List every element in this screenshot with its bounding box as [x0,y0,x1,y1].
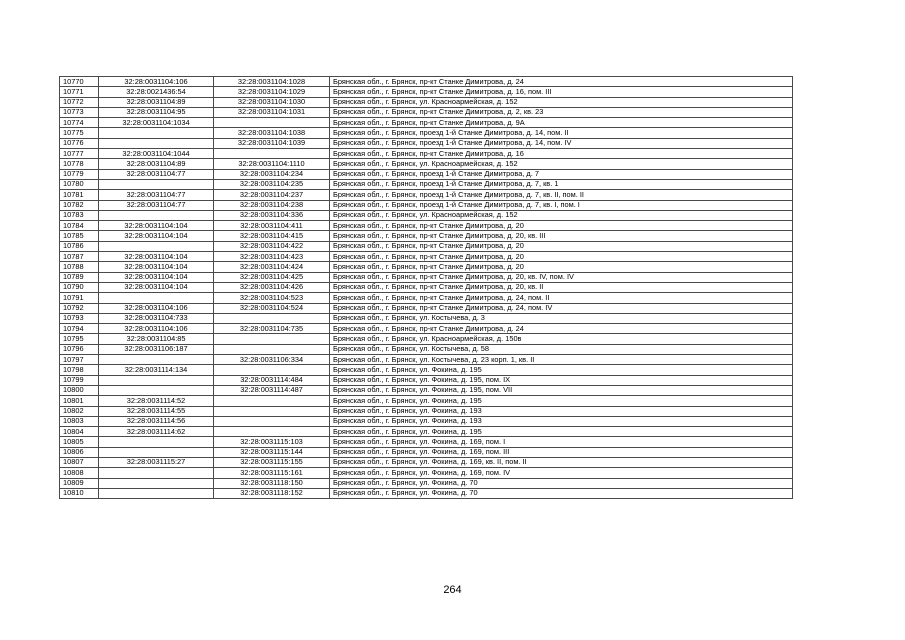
address-cell: Брянская обл., г. Брянск, пр-кт Станке Димитрова, д. 24, пом. II [330,293,793,303]
land-cadastral-number-cell: 32:28:0031104:104 [99,272,214,282]
land-cadastral-number-cell [99,210,214,220]
row-number-cell: 10774 [60,118,99,128]
land-cadastral-number-cell [99,385,214,395]
table-row [60,447,793,457]
row-number-cell: 10795 [60,334,99,344]
table-row [60,159,793,169]
object-cadastral-number-cell: 32:28:0031104:425 [214,272,330,282]
row-number-cell: 10791 [60,293,99,303]
address-cell: Брянская обл., г. Брянск, ул. Фокина, д. 169, пом. IV [330,468,793,478]
land-cadastral-number-cell: 32:28:0031104:106 [99,324,214,334]
land-cadastral-number-cell: 32:28:0031114:62 [99,427,214,437]
row-number-cell: 10770 [60,77,99,87]
address-cell: Брянская обл., г. Брянск, пр-кт Станке Димитрова, д. 20 [330,252,793,262]
object-cadastral-number-cell: 32:28:0031115:144 [214,447,330,457]
row-number-cell: 10803 [60,416,99,426]
land-cadastral-number-cell: 32:28:0031104:104 [99,262,214,272]
address-cell: Брянская обл., г. Брянск, ул. Фокина, д. 169, кв. II, пом. II [330,457,793,467]
address-cell: Брянская обл., г. Брянск, пр-кт Станке Димитрова, д. 2, кв. 23 [330,107,793,117]
address-cell: Брянская обл., г. Брянск, ул. Фокина, д. 195, пом. IX [330,375,793,385]
address-cell: Брянская обл., г. Брянск, пр-кт Станке Димитрова, д. 24 [330,77,793,87]
table-row [60,344,793,354]
object-cadastral-number-cell: 32:28:0031114:484 [214,375,330,385]
address-cell: Брянская обл., г. Брянск, проезд 1-й Станке Димитрова, д. 7 [330,169,793,179]
table-row [60,355,793,365]
address-cell: Брянская обл., г. Брянск, ул. Фокина, д. 169, пом. III [330,447,793,457]
land-cadastral-number-cell: 32:28:0021436:54 [99,87,214,97]
land-cadastral-number-cell: 32:28:0031114:134 [99,365,214,375]
address-cell: Брянская обл., г. Брянск, ул. Фокина, д. 193 [330,406,793,416]
table-row [60,375,793,385]
row-number-cell: 10796 [60,344,99,354]
address-cell: Брянская обл., г. Брянск, ул. Фокина, д. 70 [330,488,793,498]
row-number-cell: 10783 [60,210,99,220]
land-cadastral-number-cell: 32:28:0031104:77 [99,169,214,179]
object-cadastral-number-cell [214,313,330,323]
table-row [60,138,793,148]
row-number-cell: 10801 [60,396,99,406]
land-cadastral-number-cell [99,241,214,251]
address-cell: Брянская обл., г. Брянск, ул. Красноармейская, д. 152 [330,159,793,169]
object-cadastral-number-cell: 32:28:0031104:234 [214,169,330,179]
table-row [60,97,793,107]
object-cadastral-number-cell [214,344,330,354]
address-cell: Брянская обл., г. Брянск, ул. Фокина, д. 195 [330,427,793,437]
object-cadastral-number-cell: 32:28:0031104:735 [214,324,330,334]
table-row [60,77,793,87]
object-cadastral-number-cell: 32:28:0031104:238 [214,200,330,210]
object-cadastral-number-cell: 32:28:0031104:336 [214,210,330,220]
object-cadastral-number-cell: 32:28:0031118:150 [214,478,330,488]
object-cadastral-number-cell: 32:28:0031104:524 [214,303,330,313]
row-number-cell: 10794 [60,324,99,334]
table-row [60,385,793,395]
table-row [60,241,793,251]
land-cadastral-number-cell: 32:28:0031104:733 [99,313,214,323]
address-cell: Брянская обл., г. Брянск, проезд 1-й Станке Димитрова, д. 7, кв. 1 [330,179,793,189]
object-cadastral-number-cell [214,118,330,128]
land-cadastral-number-cell [99,355,214,365]
table-row [60,252,793,262]
land-cadastral-number-cell: 32:28:0031104:1034 [99,118,214,128]
row-number-cell: 10798 [60,365,99,375]
row-number-cell: 10806 [60,447,99,457]
address-cell: Брянская обл., г. Брянск, проезд 1-й Станке Димитрова, д. 7, кв. II, пом. II [330,190,793,200]
address-cell: Брянская обл., г. Брянск, ул. Фокина, д. 70 [330,478,793,488]
row-number-cell: 10786 [60,241,99,251]
row-number-cell: 10799 [60,375,99,385]
object-cadastral-number-cell: 32:28:0031114:487 [214,385,330,395]
object-cadastral-number-cell: 32:28:0031104:415 [214,231,330,241]
table-row [60,457,793,467]
table-row [60,221,793,231]
table-row [60,107,793,117]
object-cadastral-number-cell: 32:28:0031118:152 [214,488,330,498]
table-row [60,293,793,303]
row-number-cell: 10808 [60,468,99,478]
object-cadastral-number-cell: 32:28:0031104:424 [214,262,330,272]
land-cadastral-number-cell: 32:28:0031104:104 [99,221,214,231]
land-cadastral-number-cell: 32:28:0031104:104 [99,252,214,262]
object-cadastral-number-cell [214,396,330,406]
table-row [60,313,793,323]
row-number-cell: 10777 [60,149,99,159]
address-cell: Брянская обл., г. Брянск, ул. Красноармейская, д. 152 [330,210,793,220]
object-cadastral-number-cell: 32:28:0031104:1110 [214,159,330,169]
land-cadastral-number-cell [99,437,214,447]
row-number-cell: 10797 [60,355,99,365]
land-cadastral-number-cell [99,375,214,385]
row-number-cell: 10807 [60,457,99,467]
land-cadastral-number-cell: 32:28:0031104:95 [99,107,214,117]
land-cadastral-number-cell: 32:28:0031104:89 [99,97,214,107]
object-cadastral-number-cell: 32:28:0031104:1039 [214,138,330,148]
table-row [60,272,793,282]
object-cadastral-number-cell: 32:28:0031115:155 [214,457,330,467]
object-cadastral-number-cell [214,365,330,375]
table-row [60,210,793,220]
object-cadastral-number-cell: 32:28:0031104:1029 [214,87,330,97]
row-number-cell: 10784 [60,221,99,231]
row-number-cell: 10800 [60,385,99,395]
row-number-cell: 10804 [60,427,99,437]
land-cadastral-number-cell [99,478,214,488]
row-number-cell: 10781 [60,190,99,200]
table-row [60,87,793,97]
row-number-cell: 10793 [60,313,99,323]
table-row [60,303,793,313]
address-cell: Брянская обл., г. Брянск, ул. Фокина, д. 195 [330,365,793,375]
address-cell: Брянская обл., г. Брянск, пр-кт Станке Димитрова, д. 24, пом. IV [330,303,793,313]
table-row [60,365,793,375]
land-cadastral-number-cell: 32:28:0031104:106 [99,303,214,313]
land-cadastral-number-cell [99,128,214,138]
row-number-cell: 10792 [60,303,99,313]
table-row [60,128,793,138]
object-cadastral-number-cell [214,406,330,416]
table-row [60,396,793,406]
table-row [60,427,793,437]
object-cadastral-number-cell: 32:28:0031104:237 [214,190,330,200]
address-cell: Брянская обл., г. Брянск, ул. Красноармейская, д. 152 [330,97,793,107]
row-number-cell: 10785 [60,231,99,241]
land-cadastral-number-cell [99,488,214,498]
row-number-cell: 10776 [60,138,99,148]
object-cadastral-number-cell: 32:28:0031115:161 [214,468,330,478]
table-row [60,200,793,210]
table-row [60,262,793,272]
table-row [60,282,793,292]
object-cadastral-number-cell [214,149,330,159]
table-row [60,468,793,478]
table-row [60,190,793,200]
row-number-cell: 10771 [60,87,99,97]
land-cadastral-number-cell [99,468,214,478]
cadastral-table [59,76,793,499]
object-cadastral-number-cell: 32:28:0031104:235 [214,179,330,189]
object-cadastral-number-cell: 32:28:0031104:523 [214,293,330,303]
table-row [60,334,793,344]
address-cell: Брянская обл., г. Брянск, пр-кт Станке Димитрова, д. 20, кв. IV, пом. IV [330,272,793,282]
address-cell: Брянская обл., г. Брянск, пр-кт Станке Димитрова, д. 16 [330,149,793,159]
land-cadastral-number-cell: 32:28:0031104:104 [99,282,214,292]
row-number-cell: 10805 [60,437,99,447]
land-cadastral-number-cell [99,179,214,189]
row-number-cell: 10779 [60,169,99,179]
page-number: 264 [443,584,462,596]
land-cadastral-number-cell: 32:28:0031104:1044 [99,149,214,159]
table-row [60,149,793,159]
address-cell: Брянская обл., г. Брянск, ул. Фокина, д. 195, пом. VII [330,385,793,395]
table-row [60,231,793,241]
object-cadastral-number-cell: 32:28:0031104:422 [214,241,330,251]
table-row [60,416,793,426]
row-number-cell: 10810 [60,488,99,498]
table-body [60,77,793,499]
row-number-cell: 10802 [60,406,99,416]
address-cell: Брянская обл., г. Брянск, пр-кт Станке Димитрова, д. 9А [330,118,793,128]
land-cadastral-number-cell: 32:28:0031104:104 [99,231,214,241]
object-cadastral-number-cell [214,427,330,437]
address-cell: Брянская обл., г. Брянск, пр-кт Станке Димитрова, д. 20, кв. III [330,231,793,241]
object-cadastral-number-cell: 32:28:0031104:1038 [214,128,330,138]
land-cadastral-number-cell: 32:28:0031115:27 [99,457,214,467]
address-cell: Брянская обл., г. Брянск, пр-кт Станке Димитрова, д. 20 [330,262,793,272]
address-cell: Брянская обл., г. Брянск, пр-кт Станке Димитрова, д. 24 [330,324,793,334]
row-number-cell: 10790 [60,282,99,292]
table-row [60,478,793,488]
address-cell: Брянская обл., г. Брянск, ул. Фокина, д. 169, пом. I [330,437,793,447]
row-number-cell: 10787 [60,252,99,262]
table-row [60,179,793,189]
address-cell: Брянская обл., г. Брянск, ул. Костычева, д. 23 корп. 1, кв. II [330,355,793,365]
object-cadastral-number-cell: 32:28:0031104:1031 [214,107,330,117]
row-number-cell: 10778 [60,159,99,169]
address-cell: Брянская обл., г. Брянск, проезд 1-й Станке Димитрова, д. 7, кв. I, пом. I [330,200,793,210]
land-cadastral-number-cell: 32:28:0031114:52 [99,396,214,406]
object-cadastral-number-cell: 32:28:0031115:103 [214,437,330,447]
row-number-cell: 10788 [60,262,99,272]
address-cell: Брянская обл., г. Брянск, пр-кт Станке Димитрова, д. 20 [330,221,793,231]
land-cadastral-number-cell: 32:28:0031104:77 [99,190,214,200]
land-cadastral-number-cell: 32:28:0031114:55 [99,406,214,416]
address-cell: Брянская обл., г. Брянск, ул. Костычева, д. 58 [330,344,793,354]
object-cadastral-number-cell: 32:28:0031104:1028 [214,77,330,87]
address-cell: Брянская обл., г. Брянск, ул. Фокина, д. 195 [330,396,793,406]
row-number-cell: 10772 [60,97,99,107]
address-cell: Брянская обл., г. Брянск, ул. Костычева, д. 3 [330,313,793,323]
table-row [60,437,793,447]
row-number-cell: 10782 [60,200,99,210]
land-cadastral-number-cell: 32:28:0031104:89 [99,159,214,169]
object-cadastral-number-cell: 32:28:0031104:1030 [214,97,330,107]
row-number-cell: 10789 [60,272,99,282]
row-number-cell: 10809 [60,478,99,488]
row-number-cell: 10773 [60,107,99,117]
row-number-cell: 10775 [60,128,99,138]
object-cadastral-number-cell: 32:28:0031106:334 [214,355,330,365]
land-cadastral-number-cell: 32:28:0031114:56 [99,416,214,426]
land-cadastral-number-cell [99,293,214,303]
table-row [60,488,793,498]
address-cell: Брянская обл., г. Брянск, пр-кт Станке Димитрова, д. 20, кв. II [330,282,793,292]
table-row [60,324,793,334]
object-cadastral-number-cell: 32:28:0031104:423 [214,252,330,262]
table-row [60,169,793,179]
land-cadastral-number-cell: 32:28:0031104:106 [99,77,214,87]
land-cadastral-number-cell [99,447,214,457]
address-cell: Брянская обл., г. Брянск, проезд 1-й Станке Димитрова, д. 14, пом. II [330,128,793,138]
row-number-cell: 10780 [60,179,99,189]
object-cadastral-number-cell: 32:28:0031104:411 [214,221,330,231]
table-row [60,118,793,128]
land-cadastral-number-cell: 32:28:0031104:85 [99,334,214,344]
object-cadastral-number-cell [214,334,330,344]
object-cadastral-number-cell: 32:28:0031104:426 [214,282,330,292]
address-cell: Брянская обл., г. Брянск, ул. Красноармейская, д. 150в [330,334,793,344]
land-cadastral-number-cell [99,138,214,148]
address-cell: Брянская обл., г. Брянск, проезд 1-й Станке Димитрова, д. 14, пом. IV [330,138,793,148]
land-cadastral-number-cell: 32:28:0031104:77 [99,200,214,210]
address-cell: Брянская обл., г. Брянск, пр-кт Станке Димитрова, д. 16, пом. III [330,87,793,97]
address-cell: Брянская обл., г. Брянск, пр-кт Станке Димитрова, д. 20 [330,241,793,251]
address-cell: Брянская обл., г. Брянск, ул. Фокина, д. 193 [330,416,793,426]
land-cadastral-number-cell: 32:28:0031106:187 [99,344,214,354]
object-cadastral-number-cell [214,416,330,426]
table-row [60,406,793,416]
